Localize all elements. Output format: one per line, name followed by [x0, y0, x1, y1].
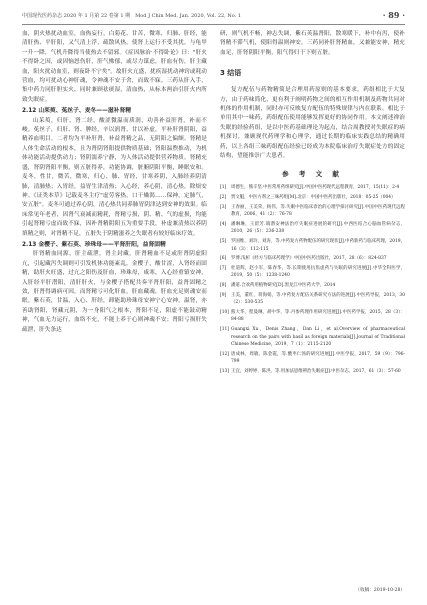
reference-text: 杜道辉，赵小军，陈春华，等.长期使用抗焦虑药与失眠的研究进展[J].中华全科医学，2019，50（5）：1238-1240: [231, 265, 405, 279]
references-list: [220, 184, 405, 375]
reference-item: [220, 368, 405, 376]
reference-number: [8]: [220, 283, 227, 288]
paragraph: 肝肾精血同源，肝主疏泄，肾主封藏，肝肾精血不足或肝肾阴虚阳亢，引起藏泻失调则可引发机体功能紊乱。金樱子，酸甘涩，入肾经而固精，助肝火旺盛，过亢之阳伤及肝血，珍珠母，咸寒，入心经重镇安神，入肝经平肝潜阳，清肝肝火，与金樱子搭配共奏平肾肝阳，益肾固精之效，肝肾得调病可因，而肾精亏可化肝血，肝血藏魂，肝血充足则魂安而眠。紫石英，甘温，入心、肝经，卸能助珍珠母安神宁心安神，温肾，亦善助肾阳，肾藏元阴，为一身阳气之根本，肾阳不足，阳虚不能鼓动精神，气血无力运行，血络不充，不能上养于心则神魂不安；肾阳亏损肝失疏泄，肝失条达: [22, 251, 207, 333]
reference-text: 周德生，熊辛坚.中医常用药组研究[J].中国中医药现代远程教育，2017，15(11)：2-4: [231, 185, 400, 191]
reference-item: [220, 265, 405, 280]
received-date: （收稿：2019-10-28）: [355, 588, 405, 593]
reference-item: [220, 255, 405, 263]
reference-number: [13]: [220, 368, 230, 374]
reference-number: [4]: [220, 221, 227, 227]
reference-item: [220, 292, 405, 307]
reference-text: 罗国维，刘玲，刘涛，等.中药复方药物配伍的研究现状[J].中药新药与临床药理，2019，16（3）：112-115: [231, 239, 405, 252]
reference-text: 罗博.浅析《经方与临床药理学》中国中医药出版社，2017，28（6）：824-837: [231, 256, 387, 262]
reference-text: 王美，董红，蒋海娟，等.中药复方配伍关系研究方法的进展[J].中医药导报，2013，30（2）：530-535: [231, 292, 405, 306]
reference-number: [1]: [220, 185, 227, 191]
header-rule: [22, 24, 405, 25]
journal-citation: 中国现代医药杂志 2020 年 1 月第 22 卷第 1 期 Mod J Chin Med, Jan. 2020, Vol. 22, No. 1: [22, 13, 242, 19]
reference-item: [220, 309, 405, 324]
left-column: [22, 30, 207, 591]
reference-text: 熊大华，程曼琳，胡中华，等.丹参药理作用研究进展[J].中医药学报，2015，28（3）：84-88: [231, 309, 405, 323]
section-heading: 3 结语: [220, 69, 242, 78]
reference-number: [9]: [220, 292, 227, 298]
reference-text: Guangxi Xu，Denis Zhang，Dan Li，et al.Overview of pharmaceutical research on the pairs with basil as foreign materials[J].Journal of Traditional Chinese Medicine，2019，7（1）：2115-2120: [231, 326, 405, 348]
reference-number: [6]: [220, 256, 227, 262]
right-column: [220, 30, 405, 591]
reference-text: 唐成林，周敏，陈金霞，等.酸枣仁汤的研究进展[J].中医学报，2017，59（9）：796-799: [231, 351, 405, 365]
reference-item: [220, 351, 405, 366]
subsection-heading: 2.12 山茱萸、菟丝子、麦冬——滋补肾精: [22, 108, 132, 115]
reference-text: 潘道.合欢药用植物研究[D].黑龙江中医药大学，2014: [231, 283, 336, 288]
running-header: [22, 10, 405, 24]
reference-text: 王春丽，王美荣，杨伟，等.失眠中医临床诊治的心理学探讨研究[J].中国中医药现代远程教育，2006，41（2）：76-78: [231, 204, 405, 218]
paragraph: 血，阴火热扰动血室，血热妄行。白菊花、甘苦，微寒，归肺、肝经，能清肝热、平肝阳，又气清上浮，疏散风热，使肾上运行不受其扰，与龟甲一升一降，气机升降得当使热去不留邪。《症因脉治·不得卧论》曰："肝火不得卧之因，或因恼怒伤肝，肝气怫郁，或尽力谋虑，肝血有伤，肝主藏血，阳火扰动血室，则夜卧不宁矣"。故肝火亢盛，扰疾湿扰动神窍或耗动营血，均可扰动心神肝魂，令神魂不安于舍，而致不寐。三药从肝入手，集中药力同肝胆实火，同时兼顾祛痰湿，清血热，从标本两治引肝火内所致失眠症。: [22, 31, 207, 103]
reference-number: [7]: [220, 265, 227, 271]
reference-number: [5]: [220, 239, 227, 245]
reference-number: [3]: [220, 204, 227, 210]
reference-item: [220, 282, 405, 290]
reference-item: [220, 221, 405, 236]
reference-number: [2]: [220, 195, 227, 201]
reference-text: 王宜，刘婷婷，陈洪，等.用加法思维辨治失眠症[J].中医杂志，2017，61（3）：57-60: [231, 368, 401, 374]
reference-item: [220, 326, 405, 349]
reference-item: [220, 184, 405, 192]
paragraph: 研，则气机不畅，神志失调，紫石英温肾阳，散寒暖下，补中有泻，使补肾精不滞气机，使阳得温则神安。三药同补肝肾精血，又兼能安神，精充血足，肝肾阴阳平衡，阳气得归于下则五脏。: [220, 31, 405, 56]
reference-number: [12]: [220, 351, 230, 357]
reference-item: [220, 204, 405, 219]
paragraph: 复方配伍与药物精简是合理用药原则的基本要求。药组相比于大复方，由于药味简化，更有利于阐明药物之间的相互作用机制及药物共同对机体的作用机制，同时亦可反映复方配伍的特殊规律与内在联系。相比于单用其中一味药，药组配伍使用能够发挥更好的协同作用。本文阐述禅治失眠的经验药组，是以中医药基础理论为起点，结合周教授对失眠症的病机探讨，兼顾现代药理学和心理学，通过长期的临床实践总结的精确用药，以上各组三味药组配伍经验已经成为本院临床治疗失眠症处方的固定结构，望能推崇广大患者。: [220, 87, 405, 160]
reference-item: [220, 194, 405, 202]
reference-text: 潘琳琳，王留芳.镇潜安神法治疗失眠症进展的研究[J].中西医结合心脑血管病杂志，2010，26（5）：236-238: [231, 221, 405, 235]
subsection-heading: 2.13 金樱子、紫石英、珍珠母——平肾肝阳，益肾固精: [22, 241, 166, 248]
references-title: 参 考 文 献: [282, 170, 343, 179]
reference-text: 贾文魁，中医方剂之三味药组[M].北京：中国中医药出版社，2018：05-25（004）: [231, 195, 396, 201]
reference-item: [220, 238, 405, 253]
paragraph: 山茱萸，归肝、肾二经，酸涩微温而质润，功善补益肝肾，补而不峻。菟丝子，归肝、肾、脾经，辛以润肾，甘以补虚，平补肝肾阴阳，益精养血明目。二者均为平补肝肾，补益肾精之品，无阴阳之偏颇。肾精是人体生命活动的根本，且为肾阴肾阳提供物质基础；肾阳温煦推动，为机体功能活动提供动力；肾阴濡养宁静，为人体活动提供营养物质。肾精充盛，肾阴肾阳平衡，则五脏得养，功能协调，脏腑阴阳平衡，睡眠安和。麦冬，性甘，微苦，微寒，归心、肺、胃经，甘寒养阴，入肺经养阴清肺，清肺热；入胃经，益胃生津清热；入心经，养心阴，清心热，除烦安神。《证类本草》记载麦冬主疗"虚劳客热，口干燥渴……保神，定肺气，安五脏"。麦冬可通过养心阴，清心热共同养肺胃阴津达到安神的效果。临床常见年老者，因肾气衰减而精耗，肾精亏损，阴、精、气的虚损，均能引起肾精亏虚而致不寐，因补肾精阴阳五为重要手段，补虚兼清热以养阴填精之则，对肾精不足，五脏失于阴精滋养之失眠者有较好临床疗效。: [22, 117, 207, 237]
reference-number: [10]: [220, 309, 230, 315]
page-number: · 89 ·: [382, 10, 405, 20]
reference-number: [11]: [220, 326, 230, 332]
